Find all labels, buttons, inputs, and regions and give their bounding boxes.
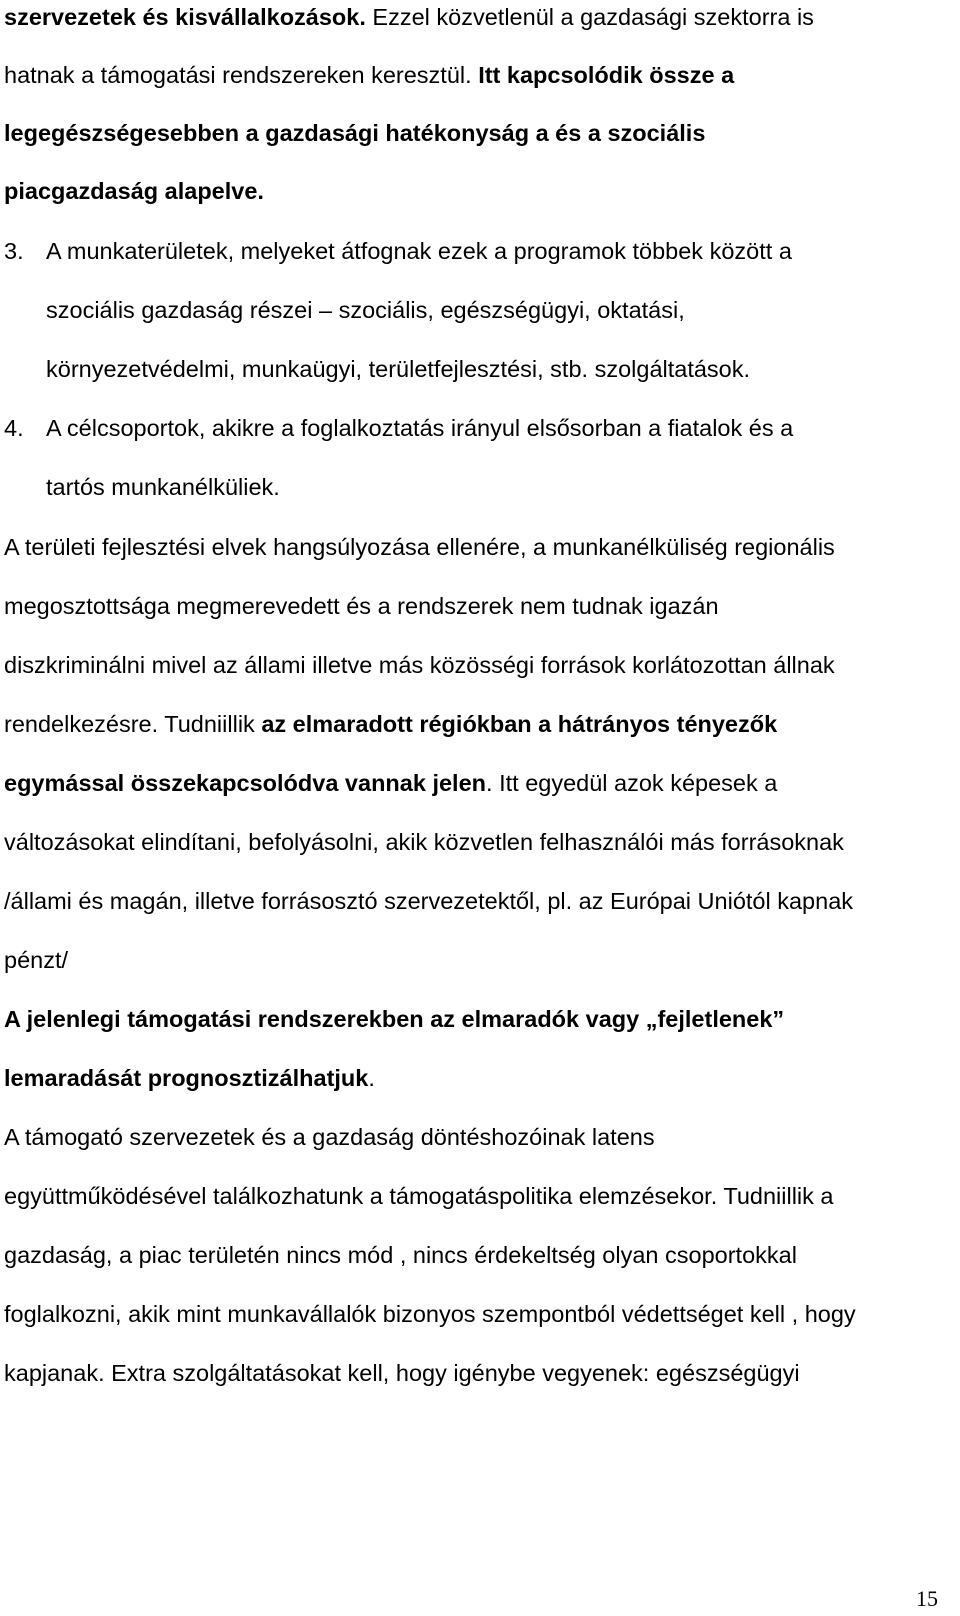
- text-line: [4, 1063, 375, 1093]
- bold-text: legegészségesebben a gazdasági hatékonyság a és a szociális: [4, 120, 706, 146]
- text-line: A célcsoportok, akikre a foglalkoztatás irányul elsősorban a fiatalok és a: [46, 415, 794, 441]
- text-line: A munkaterületek, melyeket átfognak ezek a programok többek között a: [46, 238, 792, 264]
- bold-text: szervezetek és kisvállalkozások.: [4, 4, 366, 30]
- text-line: [4, 60, 734, 90]
- text-line: [4, 2, 814, 32]
- text-line: /állami és magán, illetve forrásosztó szervezetektől, pl. az Európai Uniótól kapnak: [4, 888, 854, 914]
- text-line: gazdaság, a piac területén nincs mód , nincs érdekeltség olyan csoportokkal: [4, 1242, 797, 1268]
- text-line: megosztottsága megmerevedett és a rendszerek nem tudnak igazán: [4, 593, 719, 619]
- bold-text: Itt kapcsolódik össze a: [478, 62, 735, 88]
- text-line: pénzt/: [4, 947, 69, 973]
- text-line: környezetvédelmi, munkaügyi, területfejlesztési, stb. szolgáltatások.: [46, 356, 751, 382]
- bold-text: A jelenlegi támogatási rendszerekben az elmaradók vagy „fejletlenek”: [4, 1006, 785, 1032]
- bold-text: lemaradását prognosztizálhatjuk: [4, 1065, 369, 1091]
- text-line: szociális gazdaság részei – szociális, egészségügyi, oktatási,: [46, 297, 685, 323]
- text-run: Ezzel közvetlenül a gazdasági szektorra is: [365, 4, 814, 30]
- text-line: A területi fejlesztési elvek hangsúlyozása ellenére, a munkanélküliség regionális: [4, 534, 835, 560]
- list-number: 4.: [4, 415, 24, 441]
- text-run: . Itt egyedül azok képesek a: [486, 770, 778, 796]
- text-line: A támogató szervezetek és a gazdaság döntéshozóinak latens: [4, 1124, 655, 1150]
- text-line: [4, 118, 705, 148]
- text-run: .: [368, 1065, 375, 1091]
- text-line: kapjanak. Extra szolgáltatásokat kell, hogy igénybe vegyenek: egészségügyi: [4, 1360, 800, 1386]
- bold-text: az elmaradott régiókban a hátrányos tényezők: [261, 711, 778, 737]
- text-run: hatnak a támogatási rendszereken keresztül.: [4, 62, 479, 88]
- text-line: [4, 768, 777, 798]
- text-line: [4, 709, 777, 739]
- text-line: tartós munkanélküliek.: [46, 474, 280, 500]
- text-run: rendelkezésre. Tudniillik: [4, 711, 262, 737]
- bold-text: piacgazdaság alapelve.: [4, 178, 264, 204]
- page-number: 15: [916, 1586, 938, 1611]
- text-line: foglalkozni, akik mint munkavállalók bizonyos szempontból védettséget kell , hogy: [4, 1301, 856, 1327]
- list-number: 3.: [4, 238, 24, 264]
- text-line: [4, 176, 264, 206]
- text-line: együttműködésével találkozhatunk a támogatáspolitika elemzésekor. Tudniillik a: [4, 1183, 834, 1209]
- text-line: változásokat elindítani, befolyásolni, akik közvetlen felhasználói más forrásoknak: [4, 829, 844, 855]
- text-line: diszkriminálni mivel az állami illetve más közösségi források korlátozottan állnak: [4, 652, 835, 678]
- text-line: [4, 1004, 784, 1034]
- bold-text: egymással összekapcsolódva vannak jelen: [4, 770, 487, 796]
